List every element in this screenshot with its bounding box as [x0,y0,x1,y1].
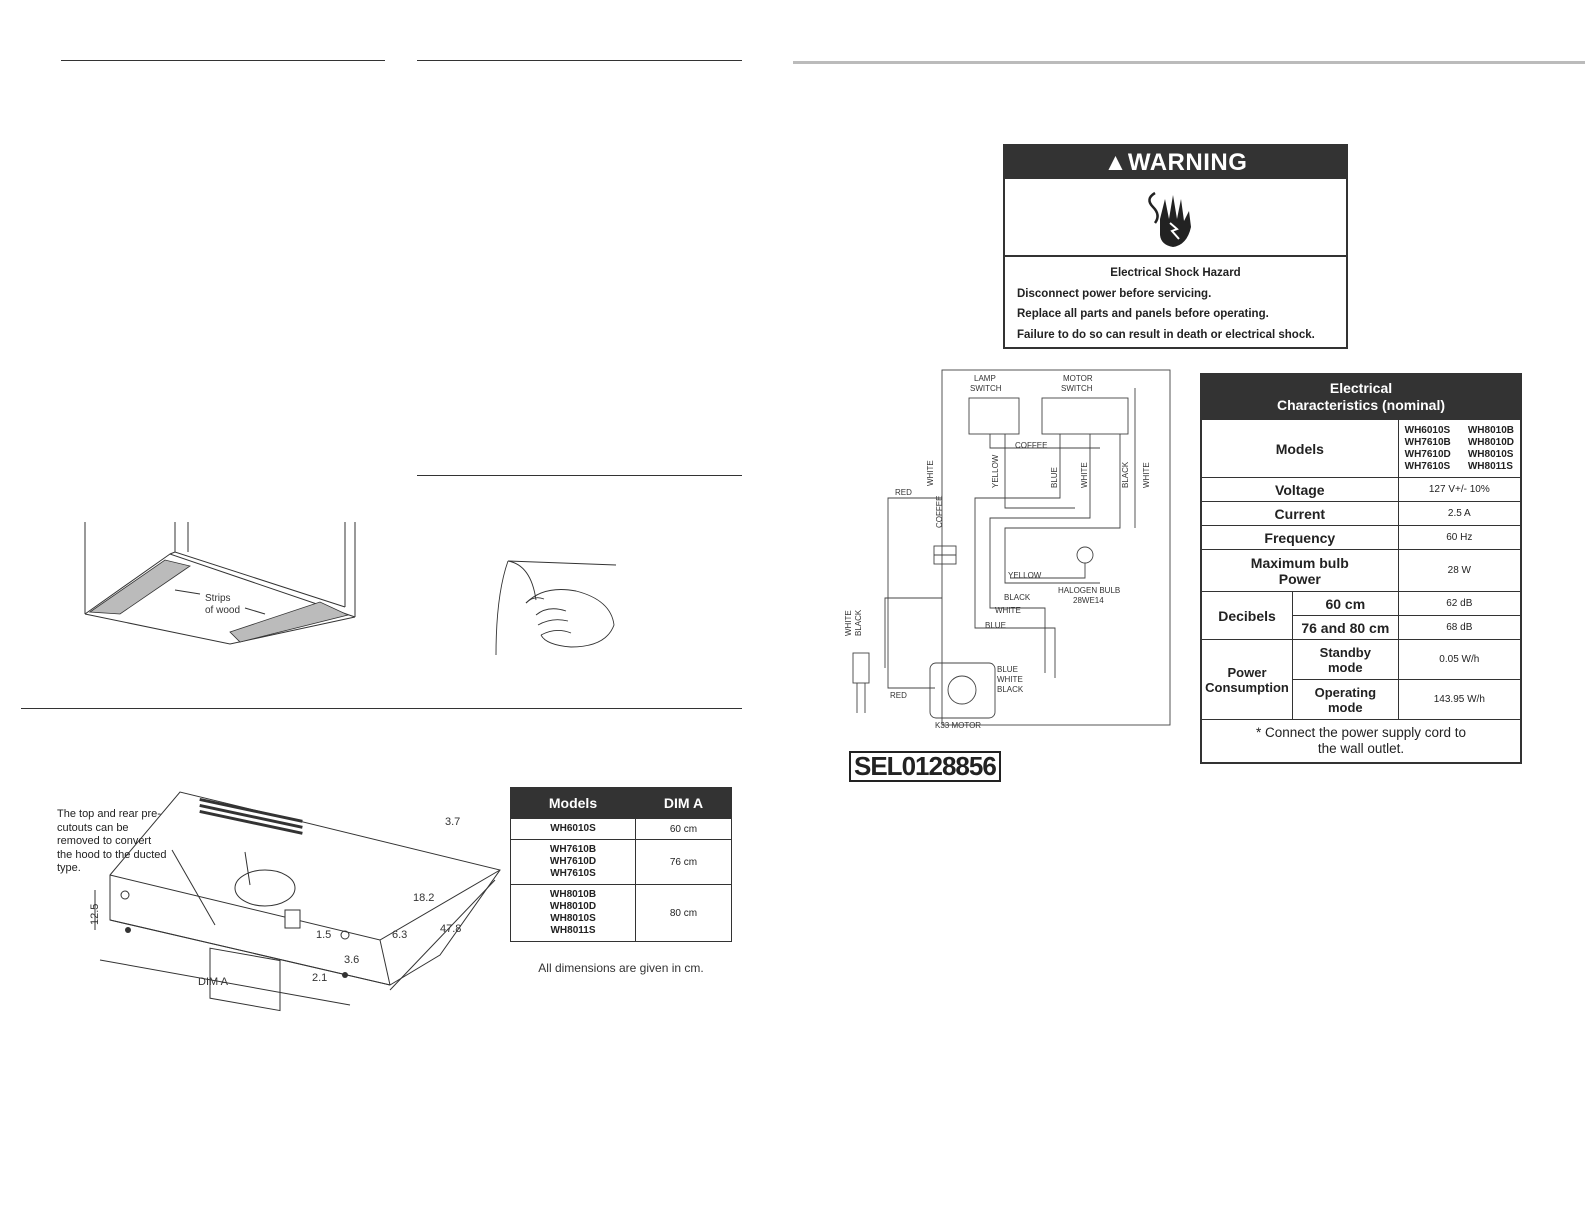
models-dimension-table [510,787,732,942]
coffee-label: COFFEE [1015,441,1048,450]
operating-label-2: mode [1327,699,1363,715]
blue-vertical-label: BLUE [1050,467,1059,488]
white-vertical-label: WHITE [1080,462,1089,488]
dim-3-7: 3.7 [445,816,461,828]
warning-title: WARNING [1127,149,1248,176]
dim-1-5: 1.5 [316,929,332,941]
bulb-power-label [1201,550,1398,592]
table-row [1201,526,1521,550]
table-row [1201,478,1521,502]
warning-line: Failure to do so can result in death or electrical shock. [1017,328,1315,341]
dim-18-2: 18.2 [413,892,435,904]
hand-illustration [486,555,626,660]
white-label: WHITE [926,460,935,486]
table-row [1201,640,1521,680]
yellow-label: YELLOW [1008,571,1042,580]
model-name: WH6010S [550,823,596,834]
current-label: Current [1201,502,1398,526]
table-row [511,885,732,942]
yellow-vertical-label: YELLOW [991,454,1000,488]
bulb-label-1: HALOGEN BULB [1058,586,1121,595]
dim-value: 76 cm [636,840,732,885]
dim-47-8: 47.8 [440,923,462,935]
model-name: WH8010D [549,901,597,912]
table-row [511,840,732,885]
note-line-2: the wall outlet. [1317,741,1405,756]
cabinet-strips-illustration [80,522,360,650]
motor-blue-label: BLUE [997,665,1018,674]
bulb-label-1: Maximum bulb [1250,554,1349,571]
model-name: WH7610D [549,856,597,867]
model-name: WH7610D [1404,448,1451,460]
model-name: WH8010B [549,889,597,900]
standby-label [1293,640,1399,680]
motor-black-label: BLACK [997,685,1024,694]
dim-6-3: 6.3 [392,929,408,941]
dim-value: 80 cm [636,885,732,942]
standby-value: 0.05 W/h [1398,640,1521,680]
table-row [511,819,732,840]
current-value: 2.5 A [1398,502,1521,526]
model-name: WH7610B [549,844,597,855]
operating-value: 143.95 W/h [1398,680,1521,720]
dim-3-6: 3.6 [344,954,360,966]
table-row [1201,592,1521,616]
dims-note: The top and rear pre-cutouts can be removed to convert the hood to the ducted type. [57,808,167,874]
dim-a-label: DIM A [198,976,228,988]
coffee-vertical-label: COFFEE [935,495,944,528]
model-name: WH7610S [550,868,596,879]
diagram-code: SEL0128856 [849,751,1001,782]
white-mid-label: WHITE [995,606,1021,615]
power-cord-note [1201,720,1521,764]
warning-header [1005,146,1346,179]
motor-label: K33 MOTOR [935,721,982,730]
frequency-value: 60 Hz [1398,526,1521,550]
models-header: Models [511,788,636,819]
operating-label-1: Operating [1314,684,1377,700]
dim-2-1: 2.1 [312,972,328,984]
black-plug-label: BLACK [854,609,863,636]
red-top-label: RED [895,488,912,497]
white-right-label: WHITE [1142,462,1151,488]
white-plug-label: WHITE [844,610,853,636]
model-name: WH8010B [1467,424,1514,436]
note-line-1: * Connect the power supply cord to [1255,725,1467,740]
lamp-switch-label-1: LAMP [974,374,996,383]
warning-box [1003,144,1348,349]
dim-value: 60 cm [636,819,732,840]
model-name: WH7610B [1404,436,1451,448]
strips-label-2: of wood [205,605,241,616]
bulb-label-2: 28WE14 [1073,596,1104,605]
dimensions-caption: All dimensions are given in cm. [538,961,704,975]
standby-label-1: Standby [1319,644,1371,660]
lamp-switch-label-2: SWITCH [970,384,1002,393]
model-name: WH8010S [550,913,596,924]
dim-a-header: DIM A [636,788,732,819]
wiring-diagram [845,368,1175,738]
model-name: WH7610S [1404,460,1451,472]
electric-shock-hand-icon [1005,179,1350,255]
rule-top-left-col2 [417,60,742,61]
voltage-label: Voltage [1201,478,1398,502]
rule-top-right [793,61,1585,64]
frequency-label: Frequency [1201,526,1398,550]
motor-white-label: WHITE [997,675,1023,684]
motor-switch-label-2: SWITCH [1061,384,1093,393]
bulb-power-value: 28 W [1398,550,1521,592]
table-row [1201,502,1521,526]
db-76-value: 68 dB [1398,616,1521,640]
electrical-title-2: Characteristics (nominal) [1276,397,1446,413]
black-label: BLACK [1004,593,1031,602]
db-60-value: 62 dB [1398,592,1521,616]
electrical-table-header [1201,374,1521,420]
hazard-title: Electrical Shock Hazard [1110,267,1241,279]
red-bottom-label: RED [890,691,907,700]
warning-triangle-icon: ▲ [1103,149,1128,176]
power-label-1: Power [1227,664,1267,680]
black-vertical-label: BLACK [1121,461,1130,488]
power-consumption-label [1201,640,1293,720]
shock-hazard-pictogram [1005,179,1346,257]
model-name: WH6010S [1404,424,1451,436]
dim-12-5: 12.5 [89,903,101,925]
voltage-value: 127 V+/- 10% [1398,478,1521,502]
db-60-label: 60 cm [1293,592,1399,616]
db-76-label: 76 and 80 cm [1293,616,1399,640]
power-label-2: Consumption [1205,679,1289,695]
model-name: WH8010S [1467,448,1514,460]
decibels-label: Decibels [1201,592,1293,640]
blue-mid-label: BLUE [985,621,1006,630]
operating-label [1293,680,1399,720]
table-row [1201,720,1521,764]
table-row [1201,550,1521,592]
warning-line: Replace all parts and panels before operating. [1017,308,1269,320]
model-name: WH8011S [1467,460,1513,472]
models-label: Models [1201,420,1398,478]
rule-mid-col2 [417,475,742,476]
model-name: WH8011S [550,925,596,936]
strips-label-1: Strips [205,593,231,604]
bulb-label-2: Power [1278,570,1321,587]
model-name: WH8010D [1467,436,1514,448]
rule-top-left-col1 [61,60,385,61]
models-list [1398,420,1521,478]
table-row [1201,420,1521,478]
standby-label-2: mode [1327,659,1363,675]
electrical-title-1: Electrical [1329,380,1393,396]
warning-line: Disconnect power before servicing. [1017,287,1212,300]
motor-switch-label-1: MOTOR [1063,374,1093,383]
rule-left-wide [21,708,742,709]
electrical-characteristics-table [1200,373,1522,764]
